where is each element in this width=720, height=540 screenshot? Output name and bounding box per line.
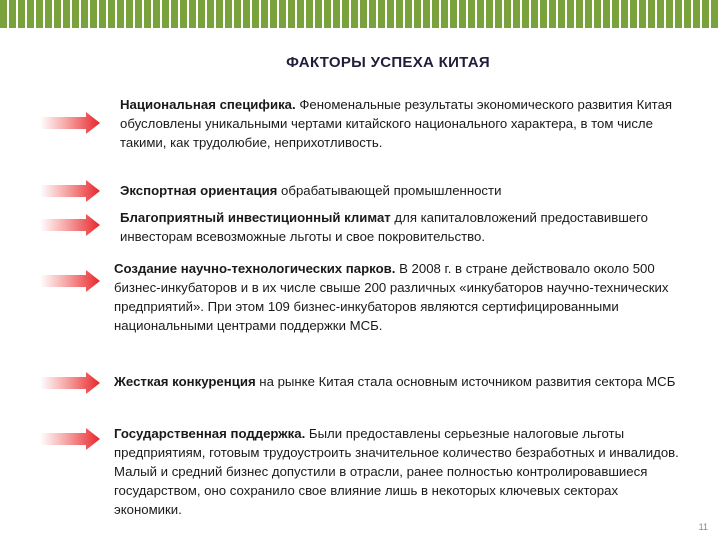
- slide-title: ФАКТОРЫ УСПЕХА КИТАЯ: [286, 54, 490, 71]
- factor-text: на рынке Китая стала основным источником развития сектора МСБ: [255, 374, 676, 389]
- decorative-header-stripes: [0, 0, 720, 28]
- red-arrow-icon: [40, 428, 100, 450]
- factor-national-specifics: [120, 95, 680, 152]
- factor-export-orientation: [120, 181, 680, 200]
- factor-heading: Национальная специфика.: [120, 97, 296, 112]
- factor-text: обрабатывающей промышленности: [277, 183, 502, 198]
- factor-text: для капиталовложений предоставившего инвесторам всевозможные льготы и свое покровительство.: [120, 210, 649, 244]
- factor-heading: Экспортная ориентация: [120, 183, 278, 198]
- factor-text: Были предоставлены серьезные налоговые льготы предприятиям, готовым трудоустроить значительное количество безработных и инвалидов. Малый и средний бизнес допустили в отрасли, ранее полностью контролировавшиеся государством, оно сохранило свое влияние лишь в некоторых ключевых секторах экономики.: [114, 426, 679, 517]
- factor-competition: [114, 372, 680, 391]
- factor-state-support: [114, 424, 680, 519]
- factor-heading: Создание научно-технологических парков.: [114, 261, 396, 276]
- factor-science-parks: [114, 259, 680, 335]
- red-arrow-icon: [40, 270, 100, 292]
- factor-investment-climate: [120, 208, 680, 246]
- factor-heading: Государственная поддержка.: [114, 426, 306, 441]
- red-arrow-icon: [40, 180, 100, 202]
- red-arrow-icon: [40, 214, 100, 236]
- factor-text: Феноменальные результаты экономического развития Китая обусловлены уникальными чертами китайского национального характера, в том числе такими, как трудолюбие, неприхотливость.: [120, 97, 673, 150]
- factor-heading: Благоприятный инвестиционный климат: [120, 210, 391, 225]
- page-number: 11: [698, 522, 708, 532]
- red-arrow-icon: [40, 112, 100, 134]
- red-arrow-icon: [40, 372, 100, 394]
- factor-heading: Жесткая конкуренция: [114, 374, 256, 389]
- factor-text: В 2008 г. в стране действовало около 500 бизнес-инкубаторов и в их числе свыше 200 различных «инкубаторов научно-технических предприятий». При этом 109 бизнес-инкубаторов являются сертифицированными национальными центрами поддержки МСБ.: [114, 261, 669, 333]
